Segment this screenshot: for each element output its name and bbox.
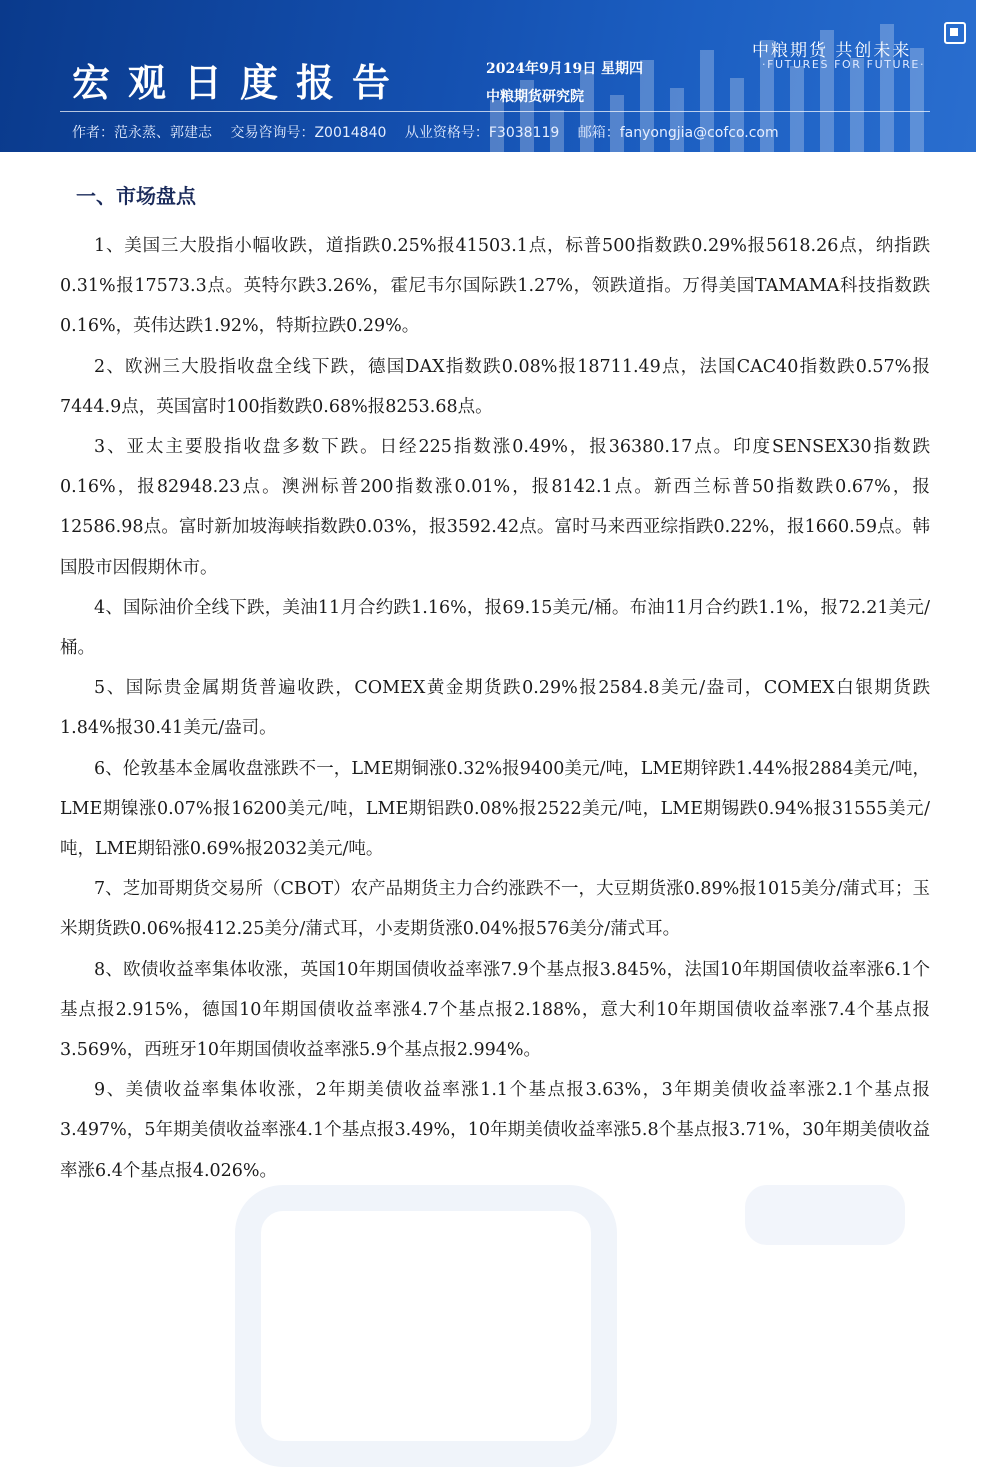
brand-slogan-english: ·FUTURES FOR FUTURE· — [762, 58, 926, 71]
report-body — [60, 226, 930, 1191]
paragraph-base-metals: 6、伦敦基本金属收盘涨跌不一，LME期铜涨0.32%报9400美元/吨，LME期锌跌1.44%报2884美元/吨，LME期镍涨0.07%报16200美元/吨，LME期铝跌0.08%报2522美元/吨，LME期锡跌0.94%报31555美元/吨，LME期铅涨0.69%报2032美元/吨。 — [60, 758, 930, 860]
research-institute: 中粮期货研究院 — [486, 89, 584, 105]
company-logo-icon — [944, 22, 966, 44]
report-header — [0, 0, 976, 152]
header-divider — [60, 111, 930, 112]
section-title: 一、市场盘点 — [76, 184, 196, 208]
background-watermark-shape — [235, 1185, 617, 1467]
brand-slogan: 中粮期货 共创未来 — [752, 41, 912, 61]
author-email: 邮箱：fanyongjia@cofco.com — [577, 125, 779, 141]
paragraph-us-bonds: 9、美债收益率集体收涨，2年期美债收益率涨1.1个基点报3.63%，3年期美债收益率涨2.1个基点报3.497%，5年期美债收益率涨4.1个基点报3.49%，10年期美债收益率涨5.8个基点报3.71%，30年期美债收益率涨6.4个基点报4.026%。 — [60, 1080, 930, 1181]
report-date: 2024年9月19日 星期四 — [486, 61, 644, 77]
paragraph-precious-metals: 5、国际贵金属期货普遍收跌，COMEX黄金期货跌0.29%报2584.8美元/盎司，COMEX白银期货跌1.84%报30.41美元/盎司。 — [60, 678, 930, 739]
background-watermark-shape — [745, 1185, 905, 1245]
paragraph-us-stocks: 1、美国三大股指小幅收跌，道指跌0.25%报41503.1点，标普500指数跌0.29%报5618.26点，纳指跌0.31%报17573.3点。英特尔跌3.26%，霍尼韦尔国际跌1.27%，领跌道指。万得美国TAMAMA科技指数跌0.16%，英伟达跌1.92%，特斯拉跌0.29%。 — [60, 236, 930, 337]
paragraph-cbot-agri: 7、芝加哥期货交易所（CBOT）农产品期货主力合约涨跌不一，大豆期货涨0.89%报1015美分/蒲式耳；玉米期货跌0.06%报412.25美分/蒲式耳，小麦期货涨0.04%报576美分/蒲式耳。 — [60, 879, 930, 940]
author-names: 作者：范永蒸、郭建志 — [72, 125, 212, 141]
paragraph-eu-bonds: 8、欧债收益率集体收涨，英国10年期国债收益率涨7.9个基点报3.845%，法国10年期国债收益率涨6.1个基点报2.915%，德国10年期国债收益率涨4.7个基点报2.188%，意大利10年期国债收益率涨7.4个基点报3.569%，西班牙10年期国债收益率涨5.9个基点报2.994%。 — [60, 959, 930, 1061]
paragraph-oil: 4、国际油价全线下跌，美油11月合约跌1.16%，报69.15美元/桶。布油11月合约跌1.1%，报72.21美元/桶。 — [60, 597, 930, 659]
paragraph-eu-stocks: 2、欧洲三大股指收盘全线下跌，德国DAX指数跌0.08%报18711.49点，法国CAC40指数跌0.57%报7444.9点，英国富时100指数跌0.68%报8253.68点。 — [60, 356, 930, 417]
consult-number: 交易咨询号：Z0014840 — [230, 125, 387, 141]
paragraph-apac-stocks: 3、亚太主要股指收盘多数下跌。日经225指数涨0.49%，报36380.17点。印度SENSEX30指数跌0.16%，报82948.23点。澳洲标普200指数涨0.01%，报8142.1点。新西兰标普50指数跌0.67%，报12586.98点。富时新加坡海峡指数跌0.03%，报3592.42点。富时马来西亚综指跌0.22%，报1660.59点。韩国股市因假期休市。 — [60, 437, 930, 578]
qualification-number: 从业资格号：F3038119 — [404, 125, 560, 141]
report-title: 宏观日度报告 — [72, 61, 409, 105]
author-info — [72, 122, 793, 142]
